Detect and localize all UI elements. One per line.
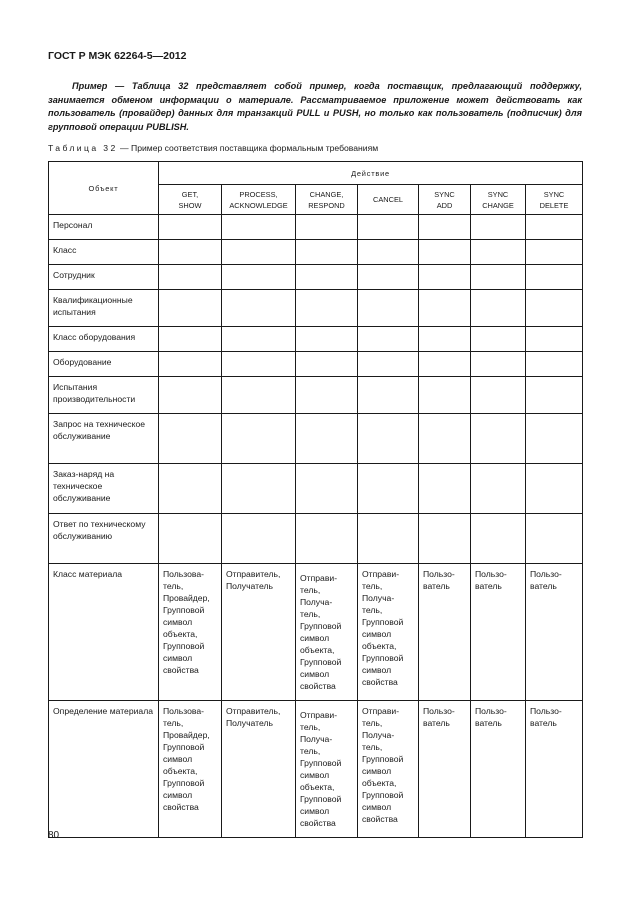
object-cell: Определение материала	[49, 701, 159, 838]
action-group-header: Действие	[159, 162, 583, 185]
table-row	[49, 464, 583, 514]
object-cell: Квалификационные испытания	[49, 290, 159, 327]
table-cell: Пользо- ватель	[471, 701, 526, 838]
table-row	[49, 377, 583, 414]
table-cell: Пользо- ватель	[471, 564, 526, 701]
object-column-header: Объект	[49, 162, 159, 215]
action-column-header: SYNC CHANGE	[471, 185, 526, 215]
object-cell: Класс оборудования	[49, 327, 159, 352]
table-row	[49, 240, 583, 265]
table-cell: Пользова- тель, Провайдер, Групповой символ объекта, Групповой символ свойства	[159, 701, 222, 838]
table-cell: Пользова- тель, Провайдер, Групповой символ объекта, Групповой символ свойства	[159, 564, 222, 701]
table-cell: Пользо- ватель	[419, 564, 471, 701]
action-column-header: PROCESS, ACKNOWLEDGE	[222, 185, 296, 215]
object-cell: Персонал	[49, 215, 159, 240]
example-text: Пример — Таблица 32 представляет собой пример, когда поставщик, предлагающий поддержку, занимается обменом информации о материале. Рассматриваемое приложение может действовать как пользователь (провайдер) данных для транзакций PULL и PUSH, но только как пользователь (подписчик) для групповой операции PUBLISH.	[48, 81, 582, 132]
table-caption-label: Таблица 32	[48, 143, 118, 153]
table-caption-title: Пример соответствия поставщика формальным требованиям	[131, 143, 379, 153]
action-column-header: CHANGE, RESPOND	[296, 185, 358, 215]
page-number: 80	[48, 830, 60, 841]
table-cell: Отправитель, Получатель	[222, 564, 296, 701]
table-caption-dash: —	[117, 143, 132, 153]
table-cell: Отправи- тель, Получа- тель, Групповой символ объекта, Групповой символ свойства	[296, 701, 358, 838]
document-standard-header: ГОСТ Р МЭК 62264-5—2012	[48, 50, 187, 62]
table-cell: Пользо- ватель	[526, 564, 583, 701]
table-row	[49, 327, 583, 352]
conformance-table	[48, 161, 583, 838]
table-cell: Отправи- тель, Получа- тель, Групповой символ объекта, Групповой символ свойства	[296, 564, 358, 701]
table-header-row	[49, 162, 583, 185]
table-row	[49, 414, 583, 464]
table-cell: Отправитель, Получатель	[222, 701, 296, 838]
object-cell: Оборудование	[49, 352, 159, 377]
table-row	[49, 215, 583, 240]
object-cell: Ответ по техническому обслуживанию	[49, 514, 159, 564]
object-cell: Испытания производительности	[49, 377, 159, 414]
table-cell: Пользо- ватель	[419, 701, 471, 838]
table-cell: Отправи- тель, Получа- тель, Групповой символ объекта, Групповой символ свойства	[358, 701, 419, 838]
table-row	[49, 701, 583, 838]
table-row	[49, 265, 583, 290]
action-column-header: SYNC ADD	[419, 185, 471, 215]
table-row	[49, 514, 583, 564]
object-cell: Заказ-наряд на техническое обслуживание	[49, 464, 159, 514]
table-row	[49, 290, 583, 327]
object-cell: Класс материала	[49, 564, 159, 701]
example-paragraph	[48, 80, 582, 134]
action-column-header: CANCEL	[358, 185, 419, 215]
object-cell: Класс	[49, 240, 159, 265]
object-cell: Сотрудник	[49, 265, 159, 290]
table-caption	[48, 143, 378, 153]
table-row	[49, 352, 583, 377]
table-row	[49, 564, 583, 701]
object-cell: Запрос на техническое обслуживание	[49, 414, 159, 464]
action-column-header: SYNC DELETE	[526, 185, 583, 215]
action-column-header: GET, SHOW	[159, 185, 222, 215]
table-cell: Пользо- ватель	[526, 701, 583, 838]
table-cell: Отправи- тель, Получа- тель, Групповой символ объекта, Групповой символ свойства	[358, 564, 419, 701]
